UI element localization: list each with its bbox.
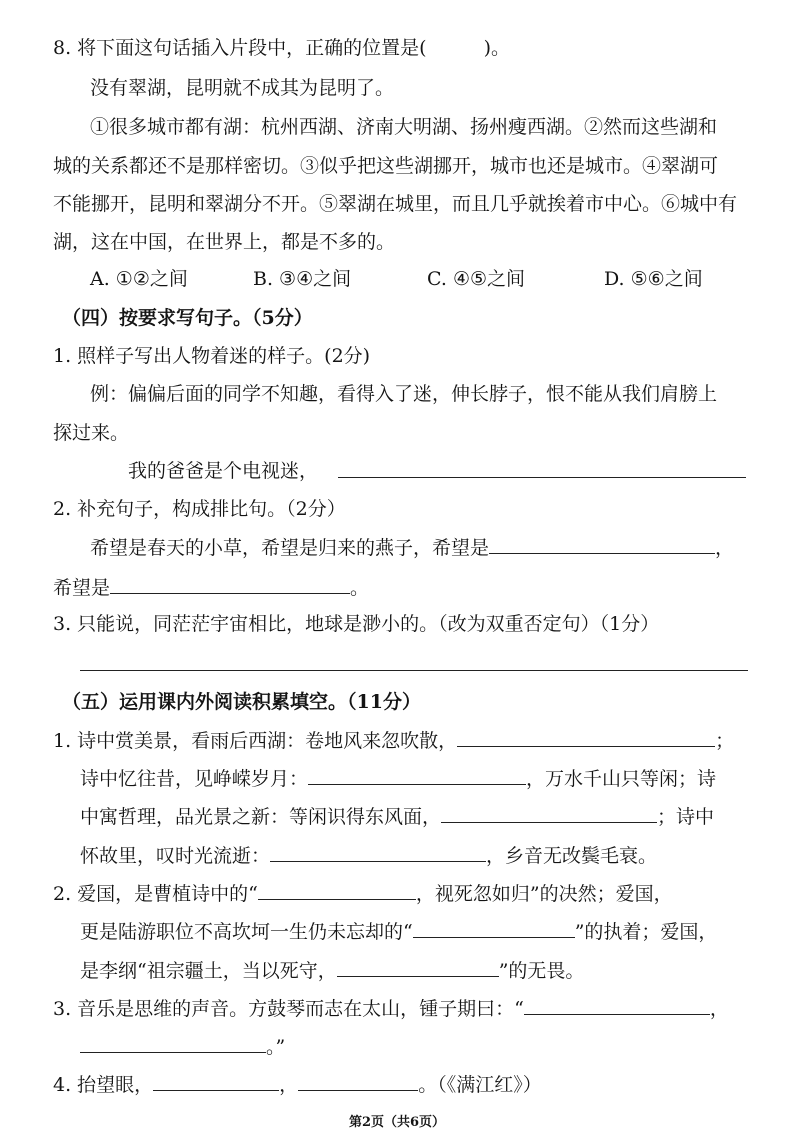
s5-q1-blank-b[interactable] [308, 766, 526, 785]
s5-q1-b-text: 诗中忆往昔，见峥嵘岁月： [80, 768, 309, 790]
s5-q4-mid: ， [279, 1074, 299, 1096]
s4-q1-example-line-2: 探过来。 [53, 422, 130, 444]
s5-q3-line-a [53, 995, 729, 1023]
s5-q3-a-end: ， [709, 998, 729, 1020]
s5-q1-c-end: ；诗中 [657, 806, 715, 828]
s4-q3-answer-blank[interactable] [80, 650, 748, 671]
s5-q1-b-mid: ，万水千山只等闲；诗 [526, 768, 717, 790]
q8-option-d[interactable]: D. ⑤⑥之间 [604, 268, 703, 290]
s5-q2-a-end: ，视死忽如归”的决然；爱国， [415, 883, 673, 905]
s5-q1-line-c [80, 803, 714, 831]
s5-q2-a-text: 2. 爱国，是曹植诗中的“ [53, 883, 258, 905]
s4-q1-prompt: 我的爸爸是个电视迷， [128, 460, 319, 482]
q8-passage-line-2: 城的关系都还不是那样密切。③似乎把这些湖挪开，城市也还是城市。④翠湖可 [53, 155, 719, 177]
s5-q2-c-text: 是李纲“祖宗疆土，当以死守， [80, 960, 337, 982]
s4-q2-line-2-text: 希望是 [53, 577, 111, 599]
s5-q1-blank-c[interactable] [441, 804, 657, 823]
s5-q1-d-text: 怀故里，叹时光流逝： [80, 845, 271, 867]
s4-q2-line-1-end: ， [715, 537, 735, 559]
s4-q1-example-line-1: 例：偏偏后面的同学不知趣，看得入了迷，伸长脖子，恨不能从我们肩膀上 [90, 383, 718, 405]
s4-q2-blank-1[interactable] [489, 535, 715, 554]
q8-passage-line-4: 湖，这在中国，在世界上，都是不多的。 [53, 231, 396, 253]
s4-q2-line-1-text: 希望是春天的小草，希望是归来的燕子，希望是 [90, 537, 490, 559]
s5-q4-blank-1[interactable] [153, 1072, 279, 1091]
page-footer: 第2页（共6页） [348, 1115, 446, 1130]
s5-q2-blank-b[interactable] [413, 919, 575, 938]
s4-q2-line-2-end: 。 [350, 577, 370, 599]
s5-q2-line-c [80, 957, 584, 985]
q8-option-c[interactable]: C. ④⑤之间 [427, 268, 526, 290]
s5-q2-b-text: 更是陆游职位不高坎坷一生仍未忘却的“ [80, 921, 413, 943]
s5-q1-blank-d[interactable] [270, 843, 486, 862]
section-5-title: （五）运用课内外阅读积累填空。（11分） [62, 691, 421, 713]
q8-stem: 8. 将下面这句话插入片段中，正确的位置是( )。 [53, 37, 510, 59]
s5-q1-blank-a[interactable] [457, 728, 715, 747]
s5-q2-blank-c[interactable] [337, 958, 499, 977]
s4-q2-blank-2[interactable] [110, 575, 350, 594]
s5-q3-b-end: 。” [266, 1036, 286, 1058]
s5-q1-d-end: ，乡音无改鬓毛衰。 [486, 845, 658, 867]
s5-q2-c-end: ”的无畏。 [498, 960, 585, 982]
s4-q2-line-1 [90, 534, 734, 562]
s5-q3-a-text: 3. 音乐是思维的声音。方鼓琴而志在太山，锺子期曰：“ [53, 998, 524, 1020]
s5-q4-text: 4. 抬望眼， [53, 1074, 154, 1096]
q8-passage-line-1: ①很多城市都有湖：杭州西湖、济南大明湖、扬州瘦西湖。②然而这些湖和 [90, 116, 718, 138]
s5-q1-a-text: 1. 诗中赏美景，看雨后西湖：卷地风来忽吹散， [53, 730, 458, 752]
s5-q1-a-end: ； [715, 730, 735, 752]
q8-sentence: 没有翠湖，昆明就不成其为昆明了。 [90, 77, 395, 99]
s4-q2-line-2 [53, 574, 369, 602]
s5-q2-line-b [80, 918, 717, 946]
s4-q3-stem: 3. 只能说，同茫茫宇宙相比，地球是渺小的。（改为双重否定句）（1分） [53, 613, 660, 635]
s5-q2-b-end: ”的执着；爱国， [574, 921, 718, 943]
section-4-title: （四）按要求写句子。（5分） [62, 307, 313, 329]
s4-q1-stem: 1. 照样子写出人物着迷的样子。(2分) [53, 345, 371, 367]
q8-option-a[interactable]: A. ①②之间 [90, 268, 188, 290]
s5-q3-blank-a[interactable] [524, 996, 710, 1015]
q8-option-b[interactable]: B. ③④之间 [253, 268, 352, 290]
s4-q2-stem: 2. 补充句子，构成排比句。（2分） [53, 498, 346, 520]
s5-q4-end: 。（《满江红》） [418, 1074, 542, 1096]
s5-q4-blank-2[interactable] [298, 1072, 418, 1091]
s5-q3-blank-b[interactable] [80, 1034, 266, 1053]
s5-q3-line-b [80, 1033, 285, 1061]
s5-q2-blank-a[interactable] [258, 881, 416, 900]
s5-q1-line-d [80, 842, 657, 870]
q8-passage-line-3: 不能挪开，昆明和翠湖分不开。⑤翠湖在城里，而且几乎就挨着市中心。⑥城中有 [53, 193, 738, 215]
s5-q1-line-a [53, 727, 734, 755]
s5-q1-c-text: 中寓哲理，品光景之新：等闲识得东风面， [80, 806, 442, 828]
s5-q2-line-a [53, 880, 673, 908]
s4-q1-answer-blank[interactable] [338, 457, 746, 478]
s5-q4-line [53, 1071, 542, 1099]
s5-q1-line-b [80, 765, 716, 793]
